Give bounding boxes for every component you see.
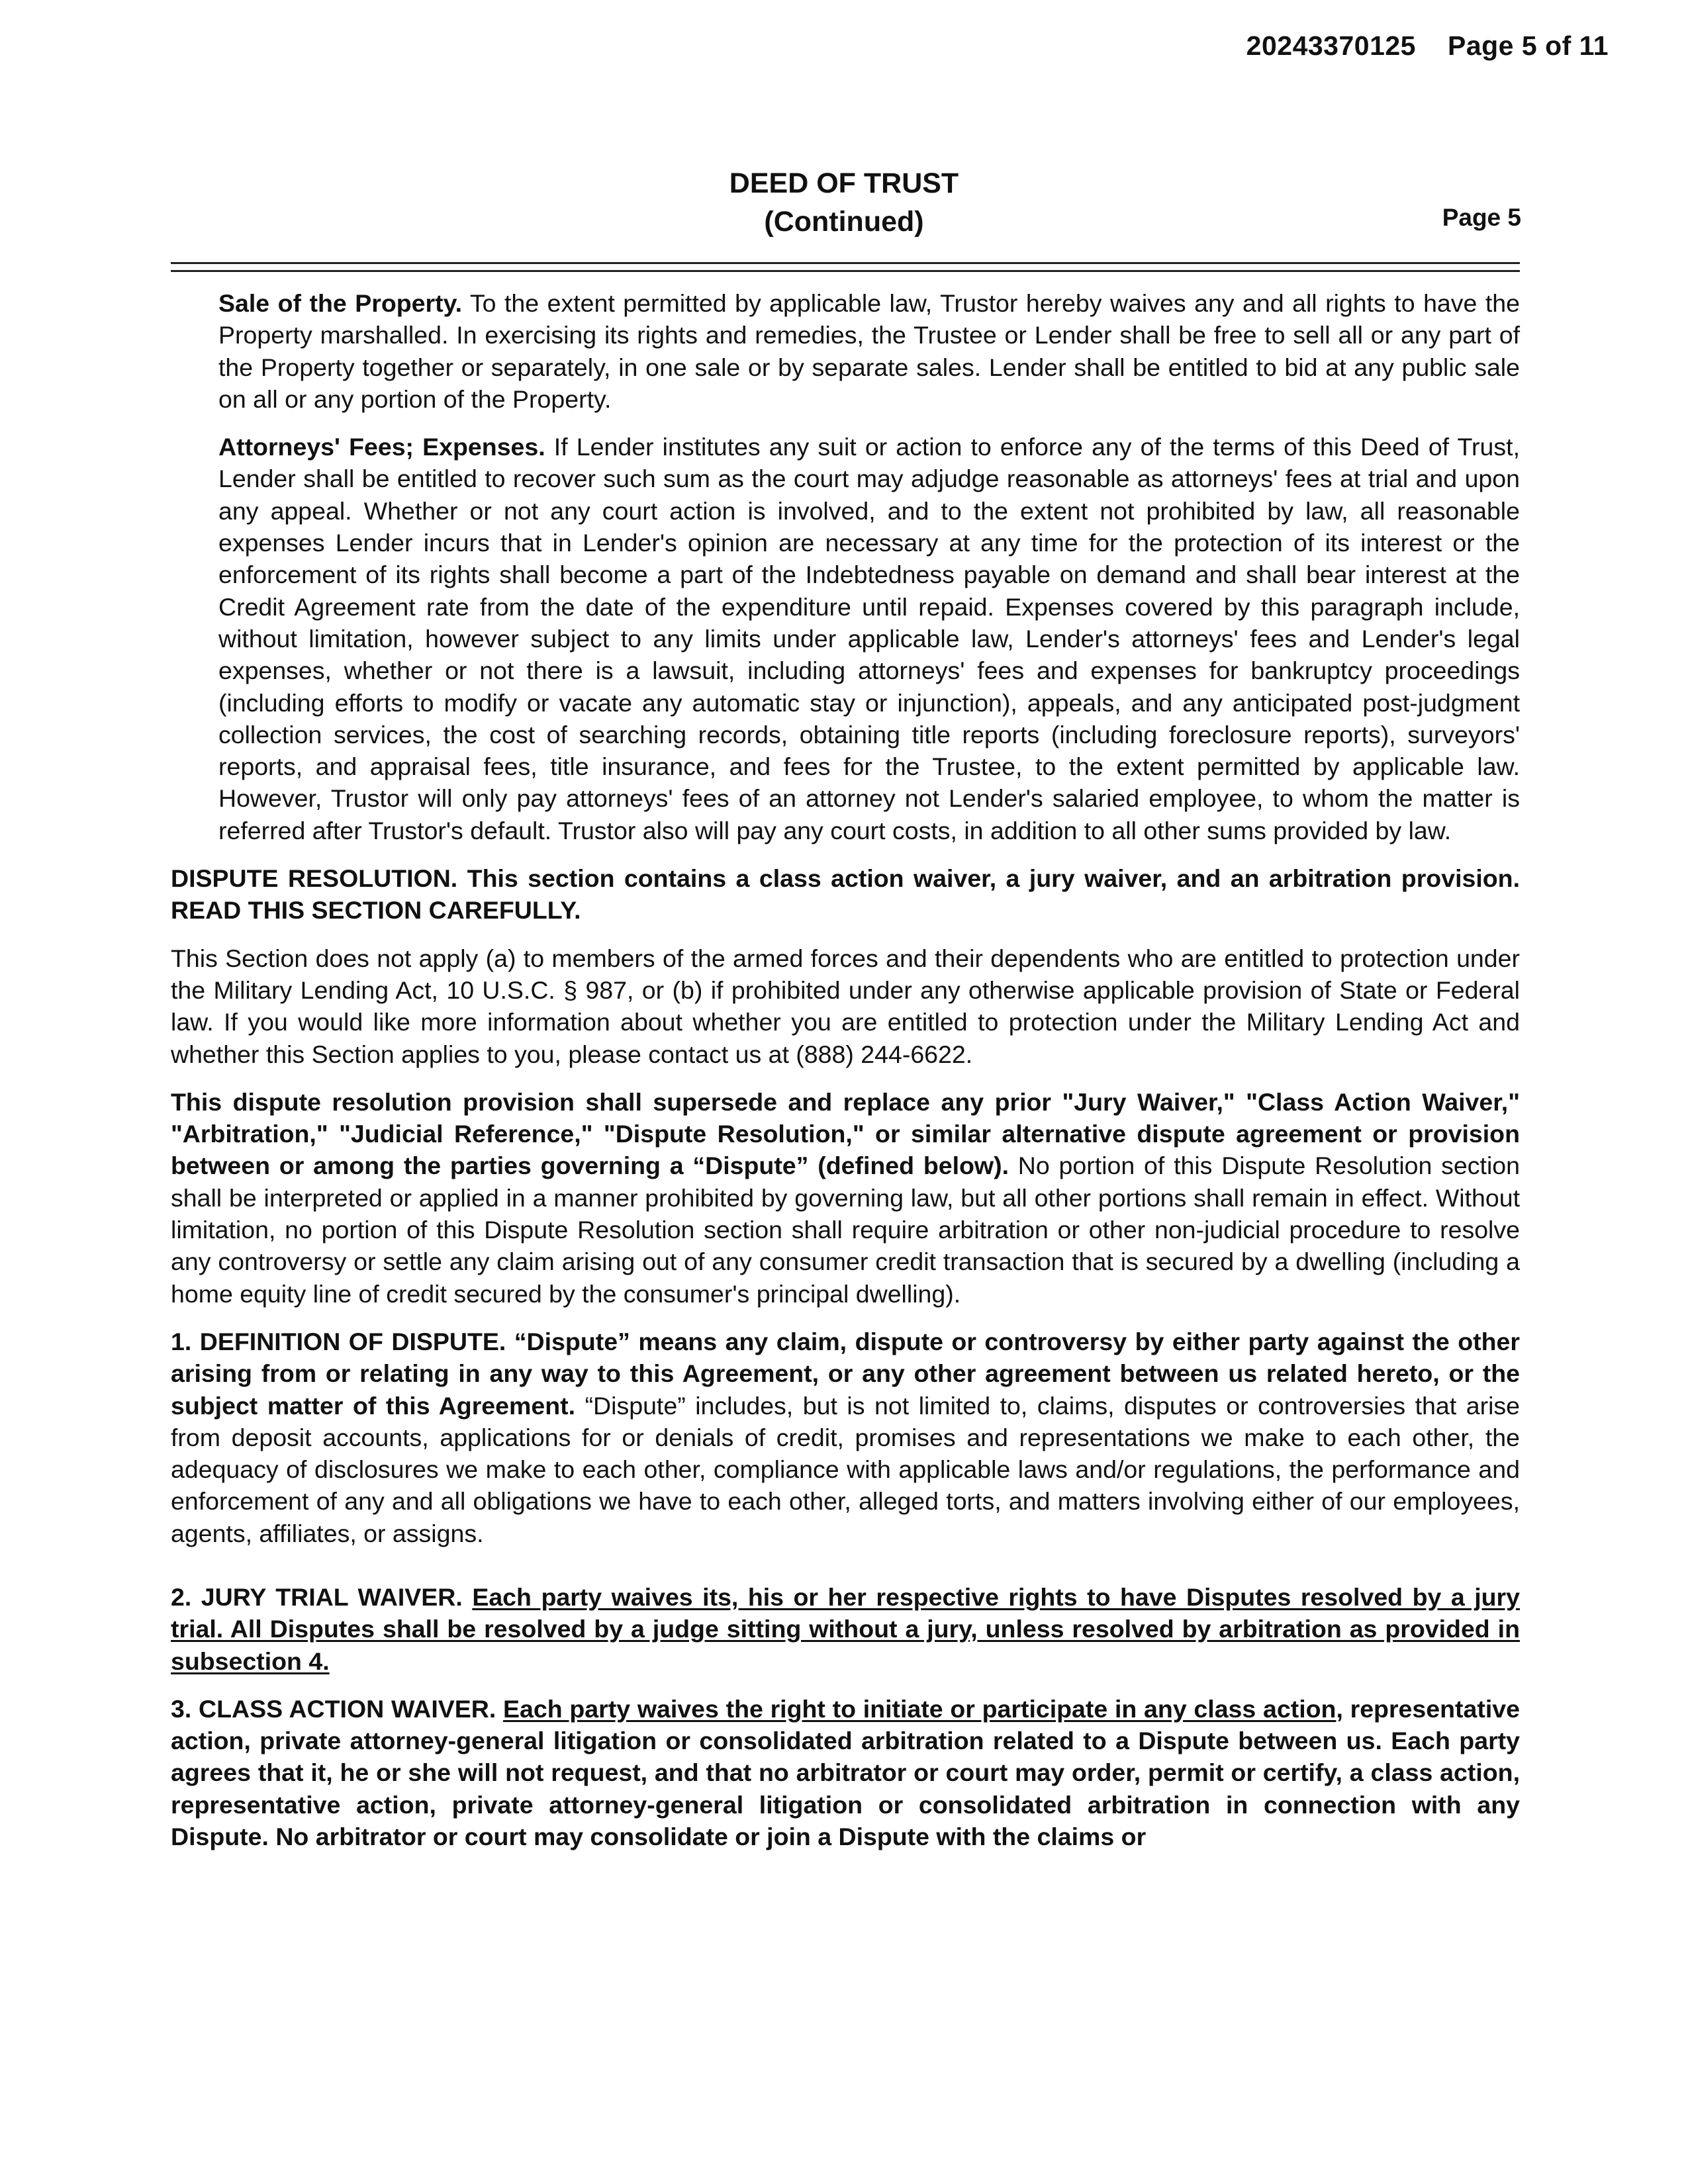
sale-of-property-paragraph <box>171 287 1520 415</box>
jury-trial-waiver-underlined: Each party waives its, his or her respective rights to have Disputes resolved by a jury trial. All Disputes shall be resolved by a judge sitting without a jury, unless resolved by arbitration as provided in subsection 4. <box>171 1582 1520 1675</box>
class-action-waiver-heading: 3. CLASS ACTION WAIVER. <box>171 1694 504 1723</box>
definition-of-dispute-paragraph <box>171 1326 1520 1549</box>
header-rule-bottom <box>171 270 1520 272</box>
class-action-waiver-underlined: Each party waives the right to initiate or participate in any class action <box>503 1694 1336 1723</box>
definition-text: “Dispute” includes, but is not limited to, claims, disputes or controversies that arise from deposit accounts, applications for or denials of credit, promises and representations we make to each other, the adequacy of disclosures we make to each other, compliance with applicable laws and/or regulations, the performance and enforcement of any and all obligations we have to each other, alleged torts, and matters involving either of our employees, agents, affiliates, or assigns. <box>171 1391 1521 1547</box>
definition-bold-text: 1. DEFINITION OF DISPUTE. “Dispute” means any claim, dispute or controversy by either party against the other arising from or relating in any way to this Agreement, or any other agreement between us related hereto, or the subject matter of this Agreement. <box>171 1327 1520 1420</box>
page-count: Page 5 of 11 <box>1447 30 1609 61</box>
sale-of-property-text: To the extent permitted by applicable law, Trustor hereby waives any and all rights to have the Property marshalled. In exercising its rights and remedies, the Trustee or Lender shall be free to sell all or any part of the Property together or separately, in one sale or by separate sales. Lender shall be entitled to bid at any public sale on all or any portion of the Property. <box>218 289 1520 413</box>
header-rule-top <box>171 262 1520 264</box>
supersede-text: No portion of this Dispute Resolution section shall be interpreted or applied in a manner prohibited by governing law, but all other portions shall remain in effect. Without limitation, no portion of this Dispute Resolution section shall require arbitration or other non-judicial procedure to resolve any controversy or settle any claim arising out of any consumer credit transaction that is secured by a dwelling (including a home equity line of credit secured by the consumer's principal dwelling). <box>171 1152 1520 1308</box>
attorneys-fees-heading: Attorneys' Fees; Expenses. <box>218 433 545 461</box>
jury-trial-waiver-paragraph <box>171 1581 1520 1677</box>
jury-trial-waiver-heading: 2. JURY TRIAL WAIVER. <box>171 1582 473 1611</box>
document-subtitle: (Continued) <box>764 206 924 238</box>
attorneys-fees-text: If Lender institutes any suit or action to enforce any of the terms of this Deed of Trust, Lender shall be entitled to recover such sum as the court may adjudge reasonable as attorneys' fees at trial and upon any appeal. Whether or not any court action is involved, and to the extent not prohibited by law, all reasonable expenses Lender incurs that in Lender's opinion are necessary at any time for the protection of its interest or the enforcement of its rights shall become a part of the Indebtedness payable on demand and shall bear interest at the Credit Agreement rate from the date of the expenditure until repaid. Expenses covered by this paragraph include, without limitation, however subject to any limits under applicable law, Lender's attorneys' fees and Lender's legal expenses, whether or not there is a lawsuit, including attorneys' fees and expenses for bankruptcy proceedings (including efforts to modify or vacate any automatic stay or injunction), appeals, and any anticipated post-judgment collection services, the cost of searching records, obtaining title reports (including foreclosure reports), surveyors' reports, and appraisal fees, title insurance, and fees for the Trustee, to the extent permitted by applicable law. However, Trustor will only pay attorneys' fees of an attorney not Lender's salaried employee, to whom the matter is referred after Trustor's default. Trustor also will pay any court costs, in addition to all other sums provided by law. <box>218 433 1520 844</box>
sale-of-property-heading: Sale of the Property. <box>218 289 463 317</box>
class-action-waiver-text: , representative action, private attorney-general litigation or consolidated arbitration related to a Dispute between us. Each party agrees that it, he or she will not request, and that no arbitrator or court may order, permit or certify, a class action, representative action, private attorney-general litigation or consolidated arbitration in connection with any Dispute. No arbitrator or court may consolidate or join a Dispute with the claims or <box>171 1694 1520 1851</box>
document-header <box>0 164 1688 241</box>
document-body <box>171 287 1520 1852</box>
document-number: 20243370125 <box>1246 30 1416 61</box>
attorneys-fees-paragraph <box>171 431 1520 846</box>
document-page-id <box>1246 30 1609 62</box>
military-lending-paragraph: This Section does not apply (a) to members of the armed forces and their dependents who are entitled to protection under the Military Lending Act, 10 U.S.C. § 987, or (b) if prohibited under any otherwise applicable provision of State or Federal law. If you would like more information about whether you are entitled to protection under the Military Lending Act and whether this Section applies to you, please contact us at (888) 244-6622. <box>171 944 1520 1068</box>
class-action-waiver-paragraph <box>171 1693 1520 1852</box>
supersede-paragraph <box>171 1086 1520 1310</box>
document-title: DEED OF TRUST <box>729 167 959 199</box>
dispute-resolution-heading: DISPUTE RESOLUTION. This section contains a class action waiver, a jury waiver, and an arbitration provision. READ THIS SECTION CAREFULLY. <box>171 864 1520 925</box>
supersede-bold-text: This dispute resolution provision shall supersede and replace any prior "Jury Waiver," "Class Action Waiver," "Arbitration," "Judicial Reference," "Dispute Resolution," or similar alternative dispute agreement or provision between or among the parties governing a “Dispute” (defined below). <box>171 1087 1520 1180</box>
page-label: Page 5 <box>1442 204 1521 231</box>
